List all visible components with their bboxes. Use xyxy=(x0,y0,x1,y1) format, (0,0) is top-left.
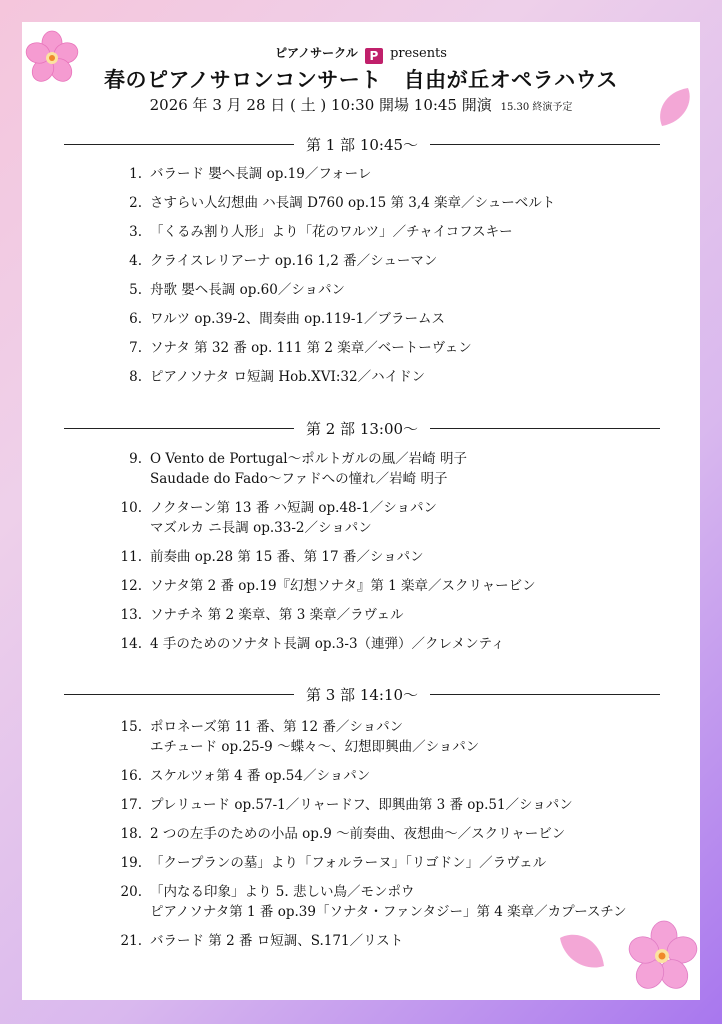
item-text xyxy=(150,824,672,844)
program-item xyxy=(112,766,672,786)
piece-line: 「クープランの墓」より「フォルラーヌ」「リゴドン」／ラヴェル xyxy=(150,855,547,871)
item-text xyxy=(150,498,672,538)
item-number: 20. xyxy=(120,884,142,900)
divider xyxy=(64,694,294,695)
program-item xyxy=(112,309,672,329)
item-number: 9. xyxy=(129,451,142,467)
program-item xyxy=(112,576,672,596)
program-item xyxy=(112,449,672,489)
divider xyxy=(430,694,660,695)
program-item xyxy=(112,605,672,625)
program-item xyxy=(112,338,672,358)
program-item xyxy=(112,498,672,538)
item-number: 12. xyxy=(120,578,142,594)
item-number: 19. xyxy=(120,855,142,871)
section-title: 第 1 部 10:45〜 xyxy=(305,135,419,154)
program-item xyxy=(112,795,672,815)
date-line xyxy=(0,94,722,115)
program-item xyxy=(112,367,672,387)
item-number: 7. xyxy=(129,340,142,356)
item-text xyxy=(150,882,672,922)
item-text xyxy=(150,931,672,951)
piece-line: さすらい人幻想曲 ハ長調 D760 op.15 第 3,4 楽章／シューベルト xyxy=(150,195,556,211)
section-title: 第 2 部 13:00〜 xyxy=(305,419,419,438)
program-item xyxy=(112,882,672,922)
piece-line: 舟歌 嬰ヘ長調 op.60／ショパン xyxy=(150,282,346,298)
item-number: 5. xyxy=(129,282,142,298)
item-number: 21. xyxy=(120,933,142,949)
page-title xyxy=(0,64,722,94)
program-item xyxy=(112,634,672,654)
divider xyxy=(430,144,660,145)
item-text xyxy=(150,795,672,815)
item-number: 16. xyxy=(120,768,142,784)
program-list-part-1 xyxy=(112,164,672,396)
item-number: 15. xyxy=(120,719,142,735)
piece-line: ソナタ第 2 番 op.19『幻想ソナタ』第 1 楽章／スクリャービン xyxy=(150,578,536,594)
item-number: 1. xyxy=(129,166,142,182)
program-item xyxy=(112,193,672,213)
piece-line: 前奏曲 op.28 第 15 番、第 17 番／ショパン xyxy=(150,549,424,565)
presents-label: presents xyxy=(390,46,447,61)
piece-line: プレリュード op.57-1／リャードフ、即興曲第 3 番 op.51／ショパン xyxy=(150,797,573,813)
program-item xyxy=(112,931,672,951)
circle-name: ピアノサークル xyxy=(275,46,358,60)
piece-line: 4 手のためのソナタト長調 op.3-3（連弾）／クレメンティ xyxy=(150,636,505,652)
program-list-part-2 xyxy=(112,449,672,663)
program-item xyxy=(112,853,672,873)
item-text xyxy=(150,853,672,873)
section-header-part-2 xyxy=(64,418,660,438)
program-list-part-3 xyxy=(112,717,672,960)
item-text xyxy=(150,605,672,625)
program-item xyxy=(112,222,672,242)
piece-line: O Vento de Portugal〜ポルトガルの風／岩崎 明子 xyxy=(150,451,467,467)
piece-line: ソナタ 第 32 番 op. 111 第 2 楽章／ベートーヴェン xyxy=(150,340,472,356)
circle-logo: P xyxy=(365,48,383,64)
piece-line: バラード 第 2 番 ロ短調、S.171／リスト xyxy=(150,933,404,949)
venue-name: 自由が丘オペラハウス xyxy=(403,67,618,92)
end-time-note: 15.30 終演予定 xyxy=(500,102,573,113)
item-text xyxy=(150,766,672,786)
item-text xyxy=(150,251,672,271)
item-text xyxy=(150,193,672,213)
item-text xyxy=(150,717,672,757)
item-text xyxy=(150,449,672,489)
item-number: 13. xyxy=(120,607,142,623)
item-number: 6. xyxy=(129,311,142,327)
date-time: 2026 年 3 月 28 日 ( 土 ) 10:30 開場 10:45 開演 xyxy=(149,96,492,114)
piece-line: ポロネーズ第 11 番、第 12 番／ショパン xyxy=(150,719,404,735)
divider xyxy=(64,428,294,429)
program-item xyxy=(112,280,672,300)
piece-line: ピアノソナタ ロ短調 Hob.XVI:32／ハイドン xyxy=(150,369,426,385)
item-text xyxy=(150,338,672,358)
section-title: 第 3 部 14:10〜 xyxy=(305,685,419,704)
piece-line: エチュード op.25-9 〜蝶々〜、幻想即興曲／ショパン xyxy=(150,739,480,755)
item-text xyxy=(150,576,672,596)
program-item xyxy=(112,164,672,184)
piece-line: 「内なる印象」より 5. 悲しい鳥／モンポウ xyxy=(150,884,415,900)
piece-line: Saudade do Fado〜ファドへの憧れ／岩崎 明子 xyxy=(150,471,448,487)
item-number: 17. xyxy=(120,797,142,813)
program-item xyxy=(112,547,672,567)
item-number: 14. xyxy=(120,636,142,652)
item-number: 2. xyxy=(129,195,142,211)
concert-title: 春のピアノサロンコンサート xyxy=(103,67,382,92)
piece-line: クライスレリアーナ op.16 1,2 番／シューマン xyxy=(150,253,438,269)
piece-line: バラード 嬰ヘ長調 op.19／フォーレ xyxy=(150,166,372,182)
item-number: 4. xyxy=(129,253,142,269)
piece-line: マズルカ ニ長調 op.33-2／ショパン xyxy=(150,520,372,536)
program-item xyxy=(112,824,672,844)
item-text xyxy=(150,634,672,654)
item-text xyxy=(150,547,672,567)
section-header-part-3 xyxy=(64,684,660,704)
piece-line: 「くるみ割り人形」より「花のワルツ」／チャイコフスキー xyxy=(150,224,513,240)
item-text xyxy=(150,309,672,329)
divider xyxy=(64,144,294,145)
piece-line: スケルツォ第 4 番 op.54／ショパン xyxy=(150,768,371,784)
program-item xyxy=(112,251,672,271)
item-number: 11. xyxy=(120,549,142,565)
presenter-line xyxy=(0,44,722,64)
piece-line: ワルツ op.39-2、間奏曲 op.119-1／ブラームス xyxy=(150,311,446,327)
item-text xyxy=(150,367,672,387)
piece-line: ソナチネ 第 2 楽章、第 3 楽章／ラヴェル xyxy=(150,607,404,623)
item-text xyxy=(150,280,672,300)
piece-line: ピアノソナタ第 1 番 op.39「ソナタ・ファンタジー」第 4 楽章／カプースチン xyxy=(150,904,627,920)
piece-line: ノクターン第 13 番 ハ短調 op.48-1／ショパン xyxy=(150,500,438,516)
item-number: 18. xyxy=(120,826,142,842)
section-header-part-1 xyxy=(64,134,660,154)
item-number: 8. xyxy=(129,369,142,385)
item-text xyxy=(150,222,672,242)
item-text xyxy=(150,164,672,184)
divider xyxy=(430,428,660,429)
item-number: 3. xyxy=(129,224,142,240)
item-number: 10. xyxy=(120,500,142,516)
piece-line: 2 つの左手のための小品 op.9 〜前奏曲、夜想曲〜／スクリャービン xyxy=(150,826,566,842)
program-item xyxy=(112,717,672,757)
